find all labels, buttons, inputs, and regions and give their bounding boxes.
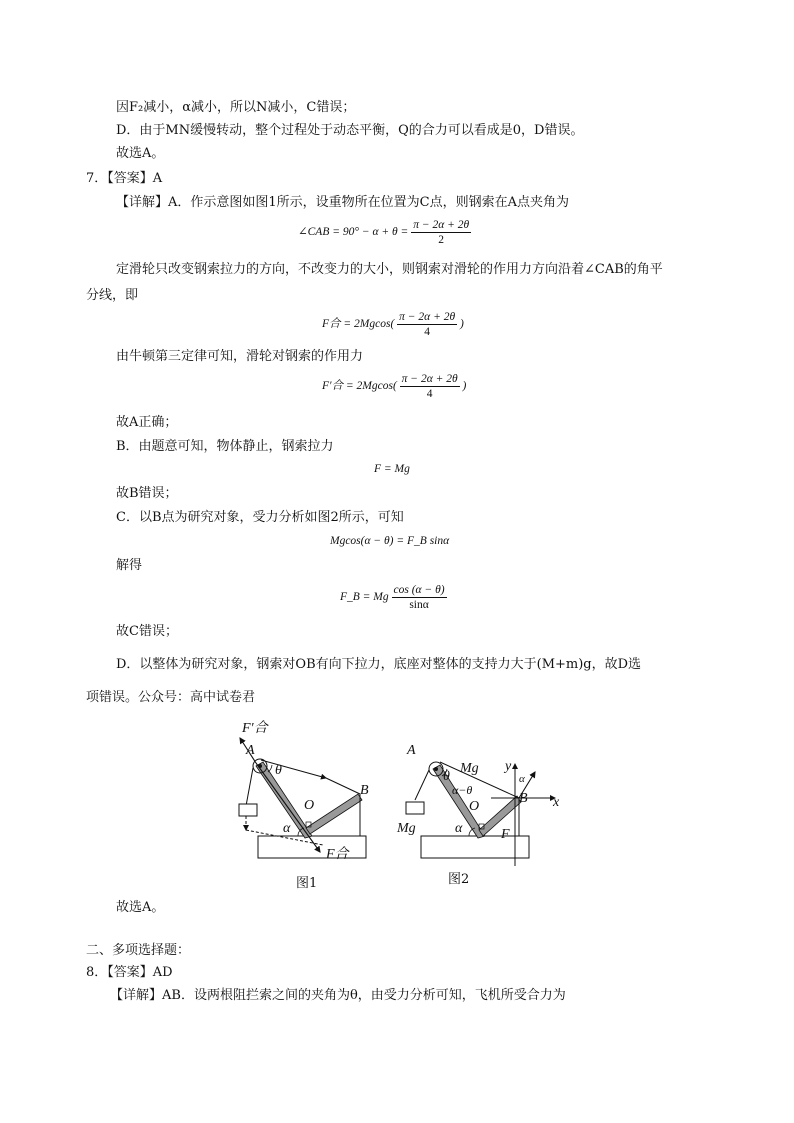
label-mg-top: Mg [460, 761, 479, 776]
numerator: π − 2α + 2θ [399, 311, 456, 323]
label-f: F [501, 827, 510, 842]
label-o: O [469, 799, 480, 814]
text-line: 分线，即 [86, 288, 139, 303]
text-line: 故选A。 [116, 146, 165, 161]
equation-fb [340, 583, 447, 612]
equation-lhs: ∠CAB = 90° − α + θ = [298, 226, 409, 239]
label-theta: θ [275, 763, 282, 778]
label-o: O [304, 798, 315, 813]
numerator: cos (α − θ) [393, 584, 445, 596]
numerator: π − 2α + 2θ [401, 373, 458, 385]
question-answer: 7．【答案】A [86, 171, 163, 186]
denominator: 2 [438, 234, 445, 246]
section-heading: 二、多项选择题： [86, 943, 191, 958]
equation-rhs: ) [462, 380, 467, 393]
label-alpha-top: α [519, 773, 525, 785]
figure-1-caption: 图1 [296, 876, 318, 891]
label-b: B [360, 783, 369, 798]
text-line: B．由题意可知，物体静止，钢索拉力 [116, 439, 334, 454]
equation-f-prime [322, 372, 466, 401]
figure-2-caption: 图2 [448, 872, 470, 887]
label-alpha: α [283, 821, 291, 836]
text-line: 故A正确； [116, 415, 178, 430]
label-a: A [407, 743, 416, 758]
label-x: x [553, 795, 560, 810]
figure-2-diagram [395, 740, 570, 868]
equation-lhs: F_B = Mg [340, 591, 389, 604]
text-line: D．以整体为研究对象，钢索对OB有向下拉力，底座对整体的支持力大于(M+m)g，故D选 [116, 657, 642, 672]
text-line: 故B错误； [116, 486, 178, 501]
text-line: 【详解】AB．设两根阻拦索之间的夹角为θ，由受力分析可知，飞机所受合力为 [110, 988, 566, 1003]
text-line: 故选A。 [116, 900, 165, 915]
label-b: B [519, 791, 528, 806]
label-a: A [246, 743, 255, 758]
denominator: 4 [424, 326, 431, 338]
label-mg-left: Mg [397, 821, 416, 836]
label-alpha: α [455, 821, 463, 836]
text-line: C．以B点为研究对象，受力分析如图2所示，可知 [116, 510, 404, 525]
fraction [397, 310, 457, 339]
text-line: 因F₂减小，α减小，所以N减小，C错误； [116, 100, 356, 115]
text-line: 故C错误； [116, 624, 178, 639]
text-line: 由牛顿第三定律可知，滑轮对钢索的作用力 [116, 349, 364, 364]
denominator: sinα [409, 599, 429, 611]
text-line: 解得 [116, 558, 143, 573]
text-line: D．由于MN缓慢转动，整个过程处于动态平衡，Q的合力可以看成是0，D错误。 [116, 123, 584, 138]
equation-balance: Mgcos(α − θ) = F_B sinα [330, 535, 450, 547]
label-theta: θ [443, 769, 450, 784]
equation-f-combined [322, 310, 464, 339]
numerator: π − 2α + 2θ [413, 219, 470, 231]
equation-lhs: F′合 = 2Mgcos( [322, 380, 397, 393]
equation-rhs: ) [460, 318, 464, 331]
text-line: 项错误。公众号：高中试卷君 [86, 690, 256, 705]
figure-1-diagram [228, 718, 373, 866]
fraction [392, 583, 447, 612]
question-answer: 8．【答案】AD [86, 965, 173, 980]
equation-angle-cab [298, 218, 471, 247]
fraction [400, 372, 460, 401]
equation-lhs: F合 = 2Mgcos( [322, 318, 395, 331]
label-f-prime: F′合 [242, 721, 268, 736]
equation-f-mg: F = Mg [374, 463, 410, 475]
fraction [411, 218, 471, 247]
denominator: 4 [426, 388, 433, 400]
text-line: 定滑轮只改变钢索拉力的方向，不改变力的大小，则钢索对滑轮的作用力方向沿着∠CAB的角平 [116, 262, 663, 277]
label-y: y [505, 759, 512, 774]
text-line: 【详解】A．作示意图如图1所示，设重物所在位置为C点，则钢索在A点夹角为 [116, 195, 569, 210]
label-f-combined: F合 [326, 847, 349, 862]
label-alpha-theta: α−θ [452, 783, 473, 797]
